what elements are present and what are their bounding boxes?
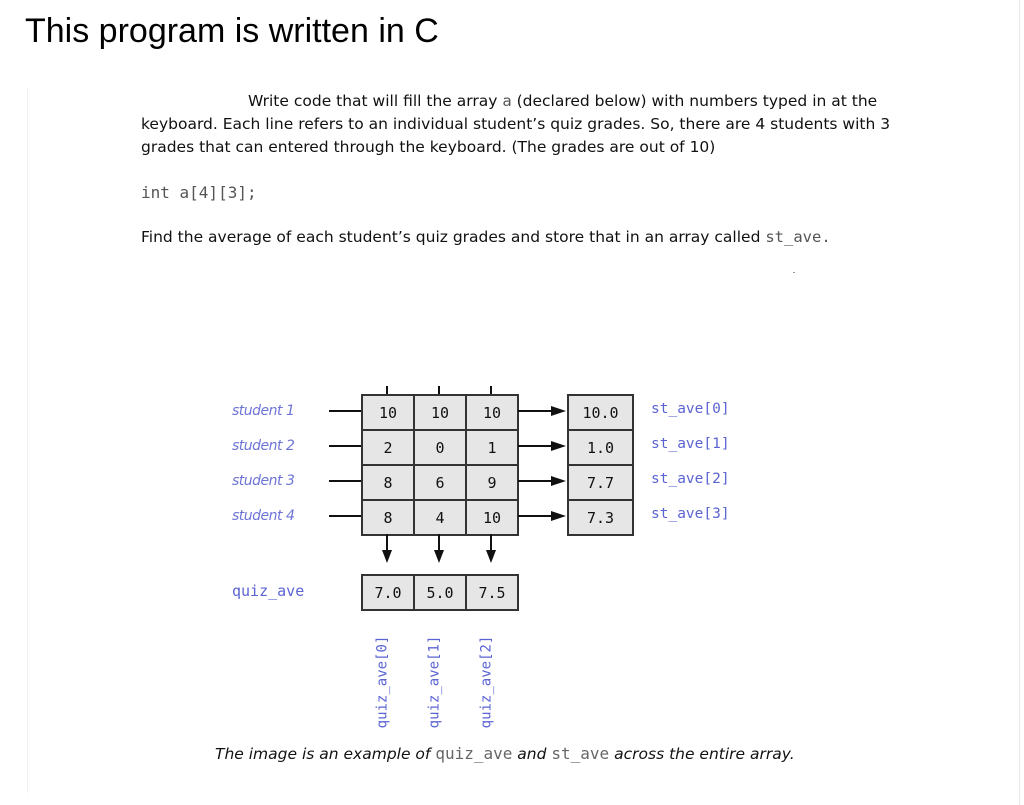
quiz-ave-array <box>361 574 519 611</box>
quiz-ave-cell: 7.5 <box>466 575 518 610</box>
quiz-ave-index-label: quiz_ave[0] <box>374 635 390 729</box>
st-ave-cell: 7.3 <box>568 500 633 535</box>
student-label: student 3 <box>232 473 295 489</box>
quiz-ave-label: quiz_ave <box>232 582 305 600</box>
row-arrow-icon <box>518 476 566 486</box>
student-label: student 4 <box>232 508 295 524</box>
grade-cell: 10 <box>414 395 466 430</box>
caption-st-ave: st_ave <box>551 744 610 763</box>
quiz-ave-index-label: quiz_ave[1] <box>426 635 442 729</box>
caption-quiz-ave: quiz_ave <box>435 744 513 763</box>
student-label: student 2 <box>232 438 295 454</box>
diagram-caption <box>215 744 795 763</box>
grade-cell: 4 <box>414 500 466 535</box>
st-ave-array <box>567 394 634 536</box>
caption-part1: The image is an example of <box>215 745 436 763</box>
row-arrow-icon <box>518 406 566 416</box>
task-text: Find the average of each student’s quiz grades and store that in an array called <box>141 228 766 246</box>
st-ave-cell: 10.0 <box>568 395 633 430</box>
grade-cell: 10 <box>466 500 518 535</box>
intro-part2: (declared below) with numbers typed in at the <box>511 92 878 110</box>
st-ave-index-label: st_ave[2] <box>651 471 730 487</box>
quiz-ave-cell: 5.0 <box>414 575 466 610</box>
st-ave-name: st_ave. <box>765 228 831 246</box>
grade-cell: 10 <box>362 395 414 430</box>
grade-cell: 1 <box>466 430 518 465</box>
quiz-ave-index-label: quiz_ave[2] <box>478 635 494 729</box>
array-a-name: a <box>502 92 512 110</box>
quiz-ave-cell: 7.0 <box>362 575 414 610</box>
grade-cell: 10 <box>466 395 518 430</box>
row-arrow-icon <box>518 511 566 521</box>
st-ave-cell: 7.7 <box>568 465 633 500</box>
grade-cell: 6 <box>414 465 466 500</box>
grade-cell: 8 <box>362 465 414 500</box>
array-declaration: int a[4][3]; <box>141 183 257 202</box>
st-ave-index-label: st_ave[0] <box>651 401 730 417</box>
st-ave-cell: 1.0 <box>568 430 633 465</box>
intro-line2: keyboard. Each line refers to an individual student’s quiz grades. So, there are 4 students with 3 <box>141 115 891 133</box>
caption-part3: across the entire array. <box>609 745 795 763</box>
student-label: student 1 <box>232 403 295 419</box>
st-ave-index-label: st_ave[1] <box>651 436 730 452</box>
intro-line3: grades that can entered through the keyboard. (The grades are out of 10) <box>141 138 716 156</box>
grade-cell: 9 <box>466 465 518 500</box>
column-arrow-icon <box>486 534 496 563</box>
page-title: This program is written in C <box>25 12 439 50</box>
column-arrow-icon <box>382 534 392 563</box>
st-ave-index-label: st_ave[3] <box>651 506 730 522</box>
grade-cell: 0 <box>414 430 466 465</box>
caption-part2: and <box>512 745 552 763</box>
intro-part1: Write code that will fill the array <box>248 92 503 110</box>
column-arrow-icon <box>434 534 444 563</box>
row-arrow-icon <box>518 441 566 451</box>
grade-cell: 8 <box>362 500 414 535</box>
grade-cell: 2 <box>362 430 414 465</box>
